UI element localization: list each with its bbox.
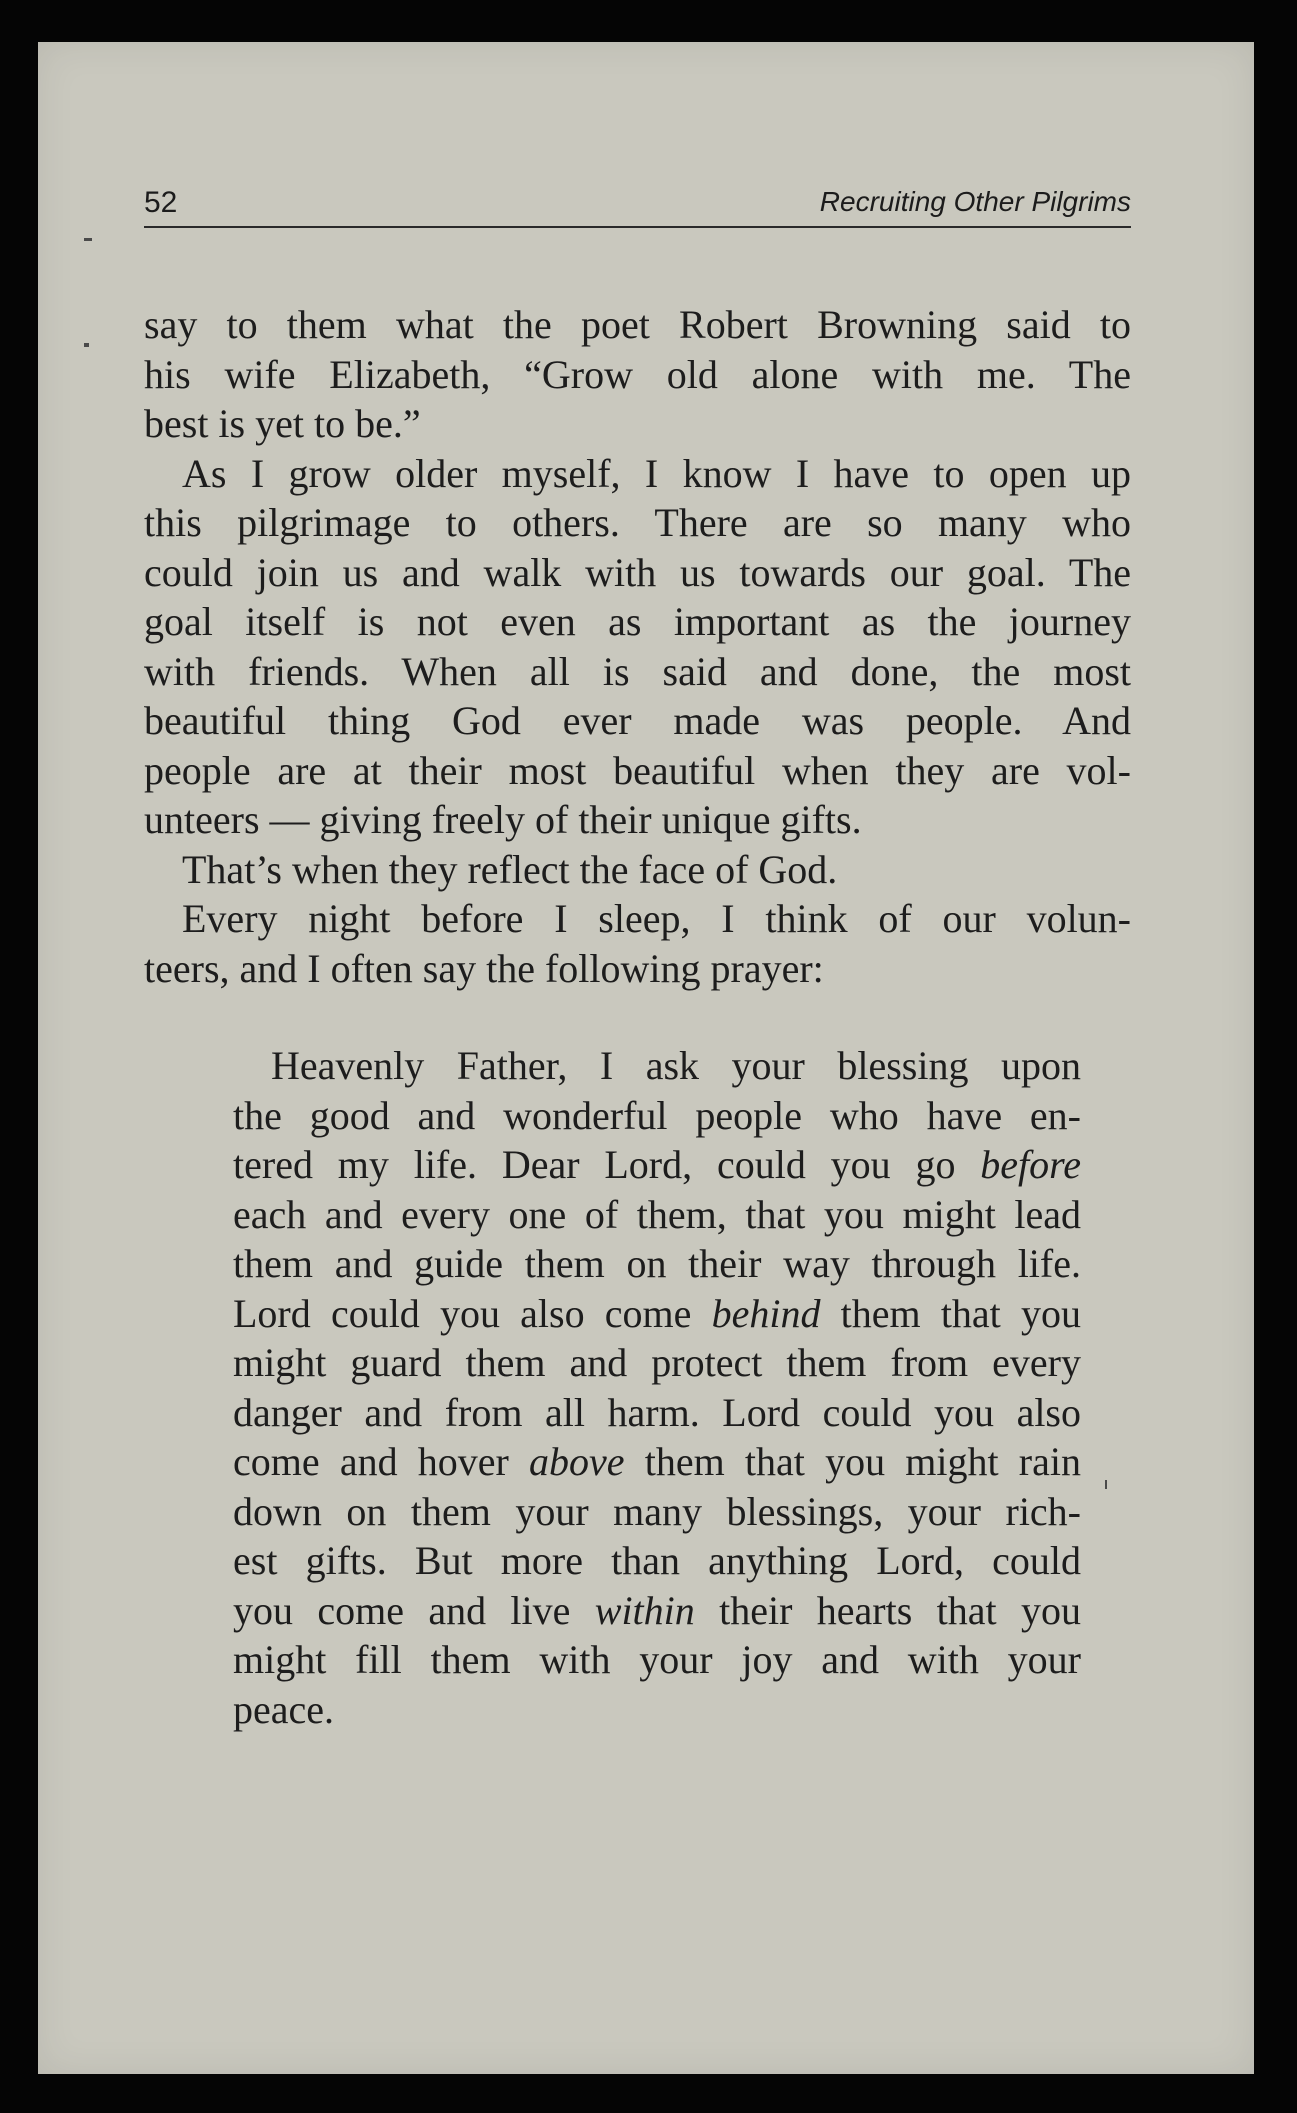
- prayer-line: the good and wonderful people who have en-: [233, 1092, 1081, 1138]
- text-line: with friends. When all is said and done, the most: [144, 648, 1131, 694]
- prayer-line: might fill them with your joy and with your: [233, 1637, 1081, 1682]
- emphasis-above: above: [529, 1439, 625, 1484]
- prayer-line: them and guide them on their way through life.: [233, 1241, 1081, 1286]
- prayer-line-text: tered my life. Dear Lord, could you go: [233, 1142, 981, 1187]
- text-line: beautiful thing God ever made was people. And: [144, 698, 1131, 743]
- body-text: [144, 300, 1131, 993]
- prayer-line: down on them your many blessings, your rich-: [233, 1488, 1081, 1534]
- page-number: 52: [144, 186, 178, 219]
- scan-speck: [84, 238, 92, 241]
- prayer-line-text: them that you might rain: [624, 1439, 1081, 1484]
- text-line: As I grow older myself, I know I have to open up: [182, 450, 1131, 496]
- text-line: his wife Elizabeth, “Grow old alone with me. The: [144, 351, 1131, 397]
- prayer-line-text: come and hover: [233, 1439, 530, 1484]
- text-line: unteers — giving freely of their unique gifts.: [144, 797, 862, 842]
- prayer-line: danger and from all harm. Lord could you also: [233, 1389, 1081, 1435]
- scan-speck: [84, 343, 89, 347]
- text-line: people are at their most beautiful when they are vol-: [144, 747, 1131, 793]
- prayer-line-text: them that you: [820, 1290, 1081, 1336]
- prayer-line: Heavenly Father, I ask your blessing upon: [271, 1043, 1081, 1088]
- prayer-line-text: you come and live: [233, 1587, 595, 1633]
- prayer-block: [233, 1041, 1081, 1734]
- text-line: Every night before I sleep, I think of our volun-: [182, 896, 1131, 941]
- text-line: That’s when they reflect the face of God.: [182, 846, 838, 892]
- scan-speck: [1105, 1480, 1107, 1489]
- prayer-line: peace.: [233, 1686, 335, 1732]
- prayer-line: each and every one of them, that you might lead: [233, 1191, 1081, 1237]
- emphasis-behind: behind: [711, 1290, 821, 1336]
- emphasis-before: before: [980, 1142, 1081, 1187]
- prayer-line: [233, 1140, 1081, 1190]
- prayer-line: [233, 1437, 1081, 1487]
- prayer-line: might guard them and protect them from every: [233, 1340, 1081, 1385]
- emphasis-within: within: [594, 1587, 695, 1633]
- prayer-line-text: Lord could you also come: [233, 1290, 712, 1336]
- text-line: say to them what the poet Robert Browning said to: [144, 302, 1131, 347]
- prayer-line: [233, 1586, 1081, 1636]
- text-line: could join us and walk with us towards our goal. The: [144, 549, 1131, 595]
- text-line: teers, and I often say the following prayer:: [144, 945, 824, 991]
- prayer-line: [233, 1289, 1081, 1339]
- text-line: goal itself is not even as important as the journey: [144, 599, 1131, 644]
- text-line: best is yet to be.”: [144, 401, 421, 446]
- page-header: [144, 186, 1131, 228]
- prayer-line: est gifts. But more than anything Lord, could: [233, 1538, 1081, 1583]
- text-line: this pilgrimage to others. There are so many who: [144, 500, 1131, 545]
- prayer-line-text: their hearts that you: [694, 1587, 1081, 1633]
- running-title: Recruiting Other Pilgrims: [819, 186, 1131, 217]
